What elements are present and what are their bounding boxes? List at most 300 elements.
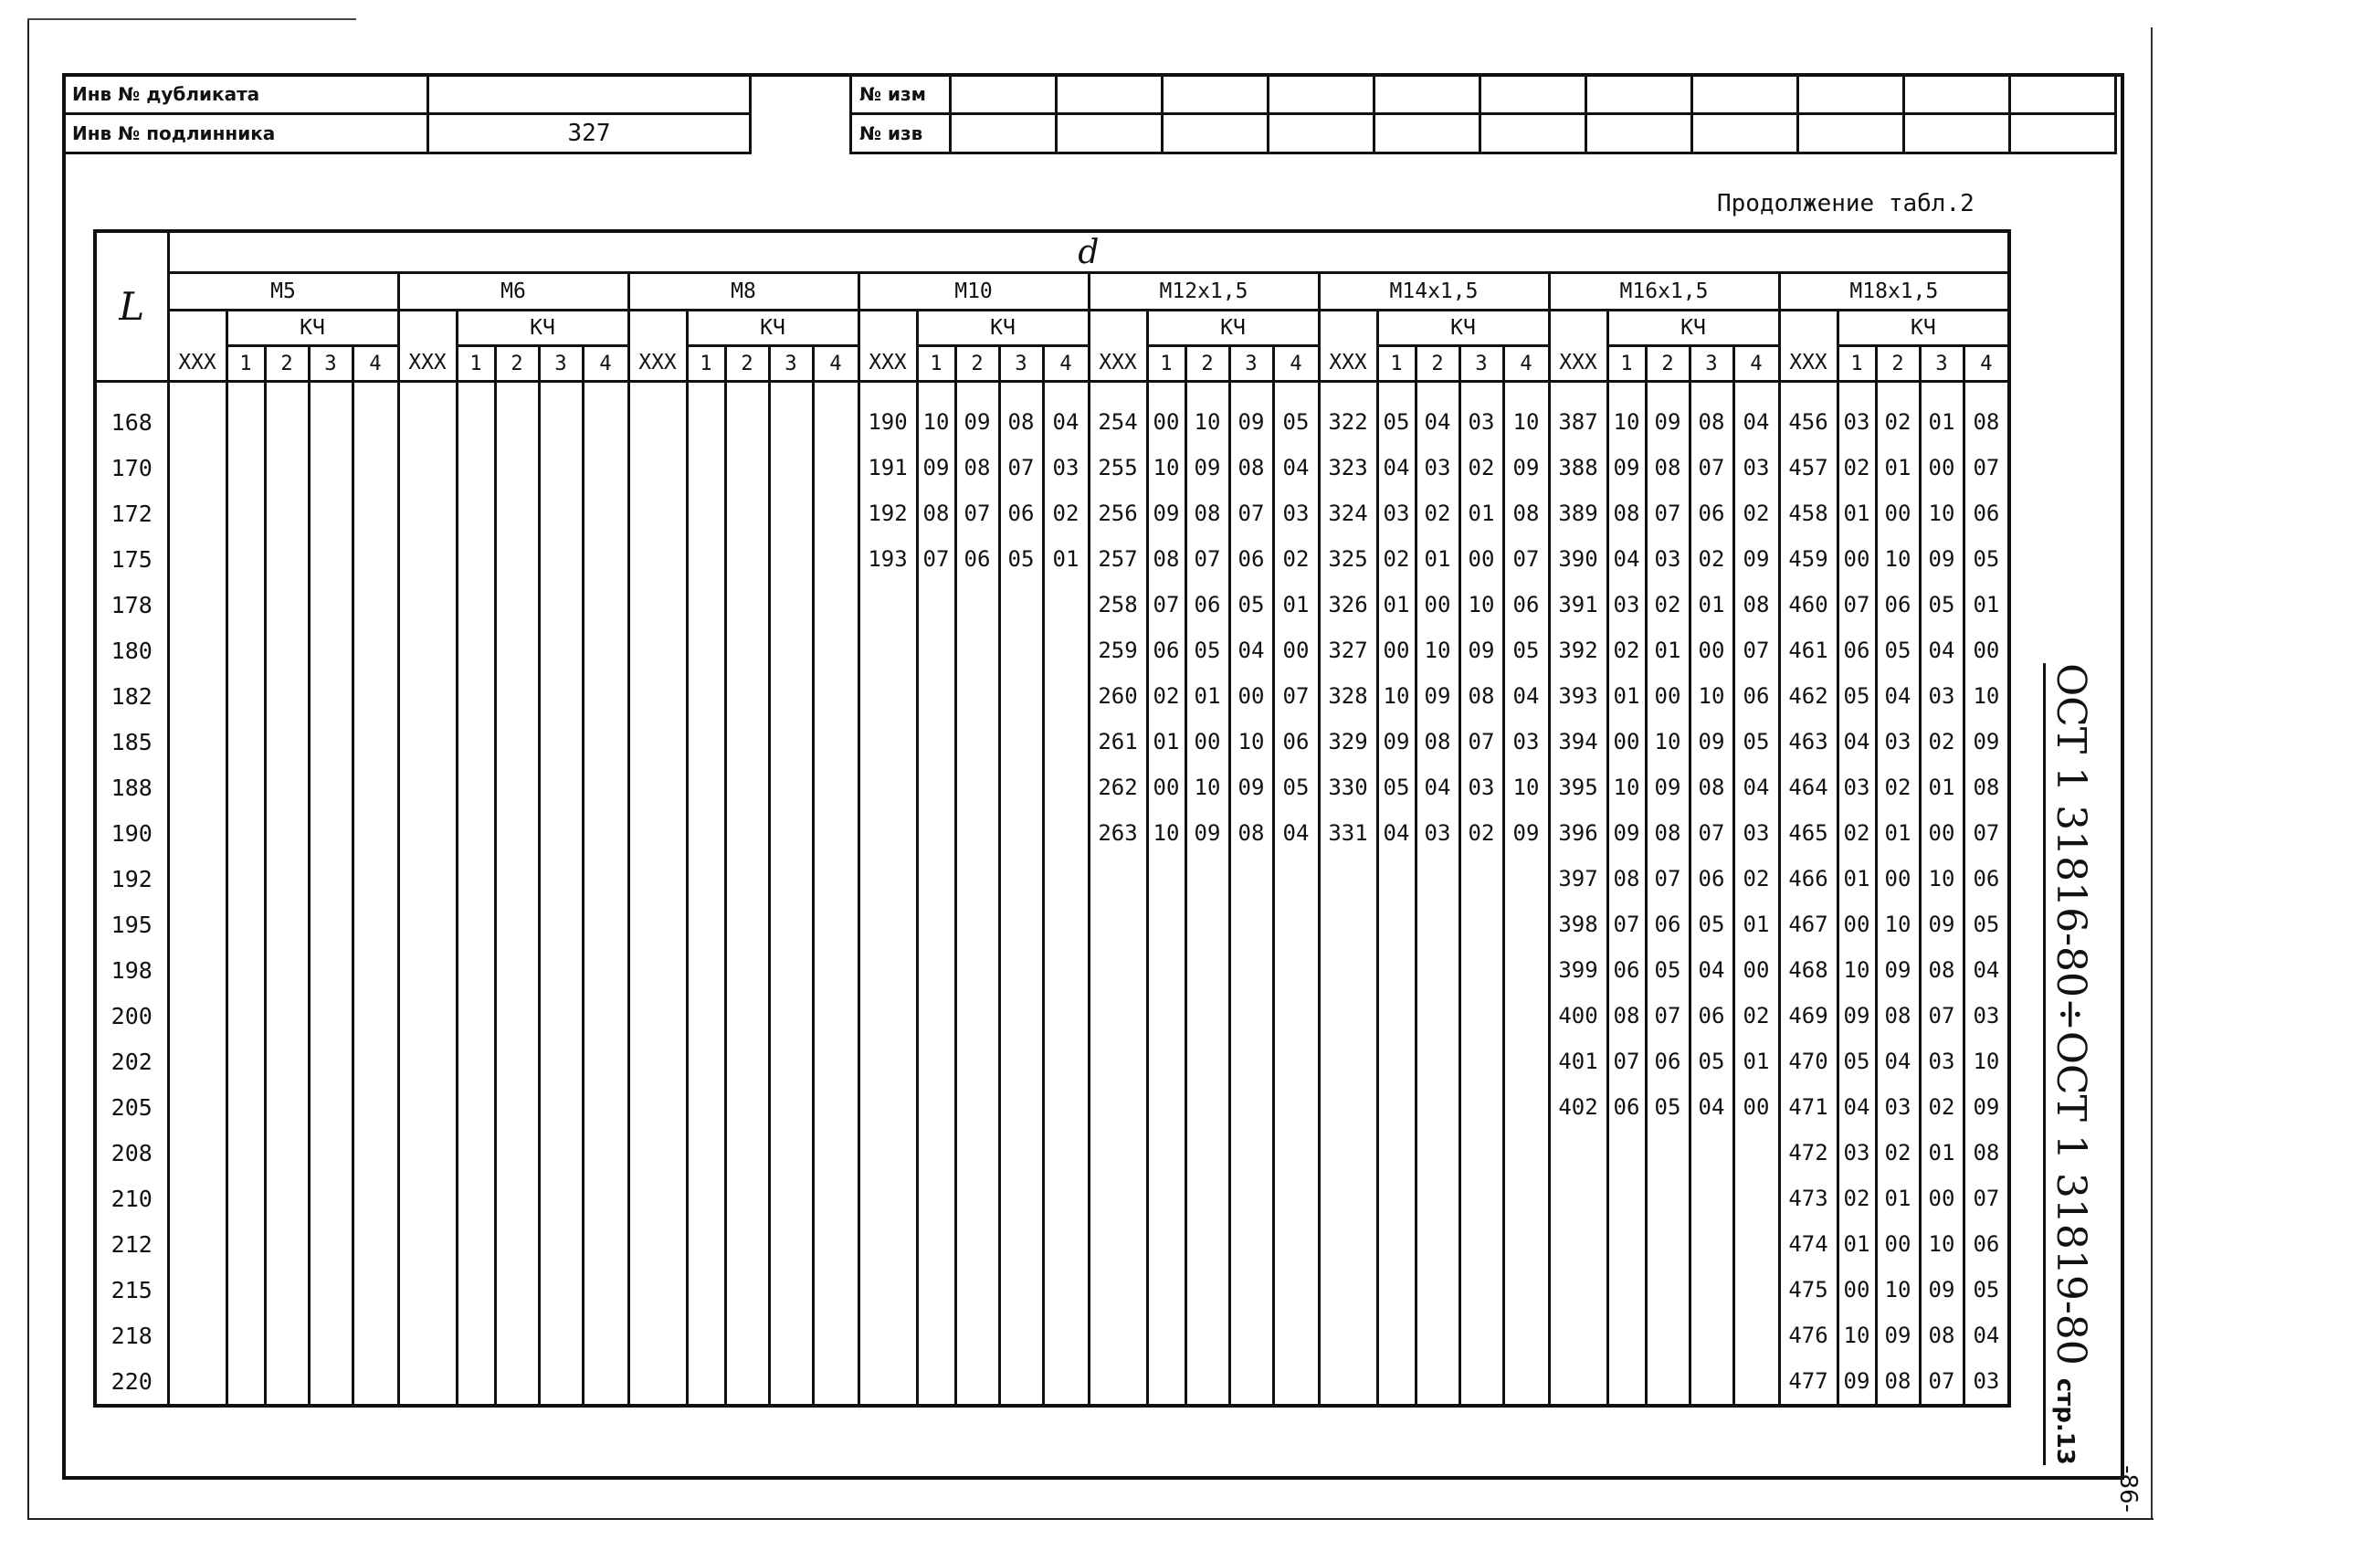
empty-cell [687, 1313, 725, 1358]
kch-cell: 05 [1273, 765, 1319, 810]
empty-cell [309, 765, 353, 810]
empty-cell [457, 490, 495, 536]
empty-cell [1459, 902, 1503, 947]
empty-cell [955, 1404, 999, 1406]
empty-cell [309, 1176, 353, 1221]
empty-cell [226, 1313, 265, 1358]
empty-cell [687, 445, 725, 490]
stamp-label-original: Инв № подлинника [64, 114, 428, 153]
empty-cell [265, 902, 309, 947]
empty-cell [495, 490, 539, 536]
empty-cell [769, 582, 813, 628]
kch-cell: 07 [1503, 536, 1549, 582]
kch-cell: 06 [1646, 902, 1690, 947]
empty-cell [955, 902, 999, 947]
kch-cell: 08 [955, 445, 999, 490]
kch-header: КЧ [1147, 311, 1319, 346]
empty-cell [917, 1130, 955, 1176]
empty-cell [628, 1084, 687, 1130]
length-cell: 220 [95, 1358, 168, 1404]
empty-cell [226, 810, 265, 856]
empty-cell [955, 1267, 999, 1313]
empty-cell [1779, 382, 1838, 400]
kch-cell: 07 [1607, 902, 1646, 947]
xxx-header: ХХХ [628, 311, 687, 382]
empty-cell [858, 1130, 917, 1176]
xxx-cell: 461 [1779, 628, 1838, 673]
empty-cell [583, 1039, 628, 1084]
empty-cell [309, 810, 353, 856]
empty-cell [917, 1404, 955, 1406]
empty-cell [1043, 1130, 1089, 1176]
kch-cell: 02 [1733, 993, 1779, 1039]
empty-cell [1607, 1313, 1646, 1358]
empty-cell [813, 382, 858, 400]
empty-cell [1147, 947, 1185, 993]
kch-cell: 10 [1607, 765, 1646, 810]
kch-cell: 07 [1920, 993, 1964, 1039]
empty-cell [168, 1404, 226, 1406]
kch-cell: 08 [1964, 765, 2009, 810]
empty-cell [628, 445, 687, 490]
empty-cell [1646, 1130, 1690, 1176]
empty-cell [1089, 1176, 1147, 1221]
stamp-cell [1374, 114, 1480, 153]
thread-size-header: М16х1,5 [1549, 273, 1779, 311]
empty-cell [1377, 1130, 1416, 1176]
kch-sub-header: 1 [1147, 346, 1185, 382]
empty-cell [725, 490, 769, 536]
empty-cell [769, 445, 813, 490]
empty-cell [226, 1221, 265, 1267]
empty-cell [999, 765, 1043, 810]
empty-cell [1733, 1221, 1779, 1267]
empty-cell [1459, 1313, 1503, 1358]
xxx-cell: 258 [1089, 582, 1147, 628]
empty-cell [1416, 1084, 1459, 1130]
empty-cell [1607, 1358, 1646, 1404]
empty-cell [495, 1221, 539, 1267]
kch-cell: 08 [1920, 947, 1964, 993]
kch-cell: 02 [1646, 582, 1690, 628]
empty-cell [628, 628, 687, 673]
empty-cell [917, 1039, 955, 1084]
xxx-header: ХХХ [398, 311, 457, 382]
empty-cell [1733, 1176, 1779, 1221]
empty-cell [353, 1358, 398, 1404]
kch-cell: 01 [1838, 856, 1876, 902]
kch-cell: 08 [1416, 719, 1459, 765]
kch-cell: 10 [1876, 1267, 1920, 1313]
empty-cell [1089, 1130, 1147, 1176]
empty-cell [1964, 1404, 2009, 1406]
empty-cell [687, 810, 725, 856]
empty-cell [628, 765, 687, 810]
stamp-cell [1057, 75, 1163, 114]
empty-cell [687, 1039, 725, 1084]
empty-cell [999, 382, 1043, 400]
empty-cell [1377, 1358, 1416, 1404]
empty-cell [858, 856, 917, 902]
empty-cell [769, 719, 813, 765]
empty-cell [398, 536, 457, 582]
empty-cell [309, 582, 353, 628]
empty-cell [583, 628, 628, 673]
empty-cell [539, 810, 583, 856]
stamp-left [62, 73, 752, 154]
empty-cell [813, 1084, 858, 1130]
empty-cell [1690, 1221, 1733, 1267]
empty-cell [769, 765, 813, 810]
kch-cell: 02 [1416, 490, 1459, 536]
length-cell: 190 [95, 810, 168, 856]
xxx-header: ХХХ [1779, 311, 1838, 382]
empty-cell [1690, 1358, 1733, 1404]
empty-cell [495, 947, 539, 993]
kch-cell: 03 [1733, 445, 1779, 490]
empty-cell [1185, 1084, 1229, 1130]
empty-cell [168, 399, 226, 445]
empty-cell [955, 765, 999, 810]
kch-cell: 00 [1920, 1176, 1964, 1221]
empty-cell [1319, 1176, 1377, 1221]
empty-cell [495, 399, 539, 445]
kch-cell: 00 [1733, 1084, 1779, 1130]
empty-cell [725, 399, 769, 445]
empty-cell [725, 856, 769, 902]
kch-cell: 06 [1964, 490, 2009, 536]
empty-cell [1646, 1313, 1690, 1358]
empty-cell [353, 1404, 398, 1406]
kch-cell: 04 [1964, 947, 2009, 993]
empty-cell [1503, 1267, 1549, 1313]
xxx-cell: 331 [1319, 810, 1377, 856]
empty-cell [769, 1176, 813, 1221]
empty-cell [265, 993, 309, 1039]
xxx-cell: 192 [858, 490, 917, 536]
empty-cell [687, 719, 725, 765]
empty-cell [1185, 1404, 1229, 1406]
empty-cell [687, 856, 725, 902]
kch-cell: 09 [1838, 1358, 1876, 1404]
empty-cell [628, 1404, 687, 1406]
empty-cell [687, 628, 725, 673]
empty-cell [999, 1084, 1043, 1130]
kch-sub-header: 2 [495, 346, 539, 382]
kch-cell: 05 [1838, 673, 1876, 719]
empty-cell [917, 582, 955, 628]
empty-cell [309, 673, 353, 719]
empty-cell [769, 993, 813, 1039]
kch-cell: 02 [1733, 856, 1779, 902]
empty-cell [309, 902, 353, 947]
table-row [95, 1039, 2009, 1084]
empty-cell [1273, 1130, 1319, 1176]
empty-cell [1416, 1176, 1459, 1221]
kch-cell: 08 [1503, 490, 1549, 536]
kch-cell: 00 [1273, 628, 1319, 673]
empty-cell [1377, 382, 1416, 400]
kch-cell: 03 [1503, 719, 1549, 765]
empty-cell [309, 1358, 353, 1404]
kch-cell: 09 [1377, 719, 1416, 765]
xxx-cell: 456 [1779, 399, 1838, 445]
empty-cell [1089, 1039, 1147, 1084]
empty-cell [917, 765, 955, 810]
empty-cell [1733, 1404, 1779, 1406]
empty-cell [628, 810, 687, 856]
empty-cell [398, 810, 457, 856]
xxx-cell: 257 [1089, 536, 1147, 582]
kch-cell: 07 [1273, 673, 1319, 719]
empty-cell [1043, 947, 1089, 993]
kch-cell: 09 [1646, 765, 1690, 810]
empty-cell [226, 399, 265, 445]
kch-cell: 03 [1838, 1130, 1876, 1176]
xxx-cell: 396 [1549, 810, 1607, 856]
empty-cell [539, 1267, 583, 1313]
empty-cell [539, 1313, 583, 1358]
kch-cell: 03 [1838, 399, 1876, 445]
kch-cell: 05 [1876, 628, 1920, 673]
empty-cell [168, 856, 226, 902]
empty-cell [265, 765, 309, 810]
empty-cell [309, 1267, 353, 1313]
kch-sub-header: 4 [1273, 346, 1319, 382]
empty-cell [1147, 382, 1185, 400]
empty-cell [1273, 1267, 1319, 1313]
empty-cell [353, 490, 398, 536]
kch-cell: 01 [1838, 490, 1876, 536]
empty-cell [725, 445, 769, 490]
empty-cell [955, 1130, 999, 1176]
empty-cell [1043, 856, 1089, 902]
empty-cell [858, 582, 917, 628]
empty-cell [1319, 947, 1377, 993]
length-cell: 218 [95, 1313, 168, 1358]
kch-cell: 09 [1920, 536, 1964, 582]
empty-cell [398, 1358, 457, 1404]
empty-cell [628, 947, 687, 993]
kch-cell: 05 [1377, 765, 1416, 810]
empty-cell [495, 1404, 539, 1406]
empty-cell [687, 1130, 725, 1176]
empty-cell [725, 1267, 769, 1313]
empty-cell [628, 902, 687, 947]
empty-cell [858, 719, 917, 765]
empty-cell [583, 765, 628, 810]
empty-cell [309, 628, 353, 673]
empty-cell [917, 856, 955, 902]
empty-cell [353, 1039, 398, 1084]
kch-cell: 10 [1503, 765, 1549, 810]
xxx-cell: 398 [1549, 902, 1607, 947]
empty-cell [168, 1039, 226, 1084]
empty-cell [1185, 993, 1229, 1039]
empty-cell [168, 1313, 226, 1358]
empty-cell [1319, 1358, 1377, 1404]
kch-cell: 08 [1690, 765, 1733, 810]
kch-cell: 01 [1147, 719, 1185, 765]
empty-cell [1319, 993, 1377, 1039]
kch-sub-header: 2 [1646, 346, 1690, 382]
empty-cell [813, 993, 858, 1039]
kch-cell: 07 [1147, 582, 1185, 628]
empty-cell [1690, 1130, 1733, 1176]
kch-cell: 00 [1838, 1267, 1876, 1313]
empty-cell [495, 628, 539, 673]
kch-cell: 08 [1733, 582, 1779, 628]
empty-cell [1416, 993, 1459, 1039]
thread-size-header: М18х1,5 [1779, 273, 2009, 311]
empty-cell [457, 1176, 495, 1221]
empty-cell [226, 1404, 265, 1406]
empty-cell [628, 399, 687, 445]
empty-cell [1416, 1267, 1459, 1313]
empty-cell [265, 719, 309, 765]
kch-cell: 04 [1838, 1084, 1876, 1130]
stamp-value-original: 327 [428, 114, 751, 153]
kch-cell: 05 [1646, 947, 1690, 993]
empty-cell [813, 719, 858, 765]
kch-cell: 08 [1607, 993, 1646, 1039]
empty-cell [95, 1404, 168, 1406]
kch-cell: 02 [1459, 445, 1503, 490]
kch-cell: 03 [1377, 490, 1416, 536]
kch-sub-header: 1 [687, 346, 725, 382]
thread-size-header: М12х1,5 [1089, 273, 1319, 311]
kch-cell: 06 [1607, 947, 1646, 993]
empty-cell [353, 1313, 398, 1358]
kch-cell: 03 [1416, 810, 1459, 856]
xxx-cell: 472 [1779, 1130, 1838, 1176]
stamp-cell [1269, 75, 1374, 114]
empty-cell [917, 902, 955, 947]
empty-cell [1377, 947, 1416, 993]
empty-cell [813, 1358, 858, 1404]
kch-cell: 05 [1838, 1039, 1876, 1084]
xxx-cell: 325 [1319, 536, 1377, 582]
empty-cell [917, 993, 955, 1039]
empty-cell [583, 856, 628, 902]
empty-cell [226, 445, 265, 490]
kch-cell: 04 [1920, 628, 1964, 673]
kch-cell: 00 [1229, 673, 1273, 719]
kch-cell: 02 [1920, 1084, 1964, 1130]
empty-cell [628, 719, 687, 765]
kch-cell: 07 [1838, 582, 1876, 628]
empty-cell [999, 1313, 1043, 1358]
empty-cell [955, 582, 999, 628]
empty-cell [309, 399, 353, 445]
kch-cell: 05 [1920, 582, 1964, 628]
kch-cell: 09 [1229, 399, 1273, 445]
stamp-cell [1163, 75, 1269, 114]
table-row [95, 1176, 2009, 1221]
empty-cell [725, 902, 769, 947]
empty-cell [628, 1267, 687, 1313]
kch-cell: 10 [1147, 445, 1185, 490]
empty-cell [457, 856, 495, 902]
empty-cell [628, 536, 687, 582]
kch-cell: 05 [1229, 582, 1273, 628]
empty-cell [858, 673, 917, 719]
xxx-cell: 477 [1779, 1358, 1838, 1404]
length-cell: 215 [95, 1267, 168, 1313]
empty-cell [168, 1176, 226, 1221]
table-row [95, 765, 2009, 810]
empty-cell [858, 1267, 917, 1313]
empty-cell [1089, 947, 1147, 993]
empty-cell [813, 673, 858, 719]
kch-cell: 02 [1459, 810, 1503, 856]
empty-cell [353, 382, 398, 400]
empty-cell [1319, 1313, 1377, 1358]
empty-cell [398, 382, 457, 400]
kch-cell: 09 [1964, 719, 2009, 765]
stamp-cell [1798, 114, 1904, 153]
kch-cell: 09 [1147, 490, 1185, 536]
kch-cell: 01 [1377, 582, 1416, 628]
empty-cell [539, 490, 583, 536]
kch-cell: 02 [1043, 490, 1089, 536]
empty-cell [265, 399, 309, 445]
kch-cell: 09 [1503, 810, 1549, 856]
kch-cell: 00 [1838, 536, 1876, 582]
empty-cell [1147, 1176, 1185, 1221]
empty-cell [398, 1176, 457, 1221]
empty-cell [398, 399, 457, 445]
kch-cell: 01 [1876, 1176, 1920, 1221]
kch-cell: 07 [1733, 628, 1779, 673]
empty-cell [1646, 1358, 1690, 1404]
empty-cell [813, 765, 858, 810]
kch-header: КЧ [1377, 311, 1549, 346]
kch-cell: 03 [1733, 810, 1779, 856]
stamp-cell [1480, 75, 1586, 114]
empty-cell [398, 490, 457, 536]
empty-cell [1920, 382, 1964, 400]
kch-cell: 04 [1690, 1084, 1733, 1130]
empty-cell [1089, 382, 1147, 400]
empty-cell [813, 1221, 858, 1267]
empty-cell [495, 673, 539, 719]
empty-cell [265, 382, 309, 400]
empty-cell [226, 382, 265, 400]
kch-cell: 00 [1920, 810, 1964, 856]
xxx-cell: 390 [1549, 536, 1607, 582]
empty-cell [1549, 382, 1607, 400]
kch-cell: 06 [955, 536, 999, 582]
kch-sub-header: 2 [1416, 346, 1459, 382]
empty-cell [265, 490, 309, 536]
empty-cell [1319, 382, 1377, 400]
empty-cell [226, 490, 265, 536]
empty-cell [1089, 1358, 1147, 1404]
empty-cell [1089, 1221, 1147, 1267]
stamp-cell [951, 75, 1057, 114]
empty-cell [1273, 1176, 1319, 1221]
empty-cell [1319, 1404, 1377, 1406]
empty-cell [813, 445, 858, 490]
kch-cell: 04 [1273, 810, 1319, 856]
empty-cell [1273, 1313, 1319, 1358]
empty-cell [1459, 1084, 1503, 1130]
length-cell: 192 [95, 856, 168, 902]
kch-cell: 09 [1185, 810, 1229, 856]
empty-cell [539, 1039, 583, 1084]
kch-cell: 03 [1416, 445, 1459, 490]
